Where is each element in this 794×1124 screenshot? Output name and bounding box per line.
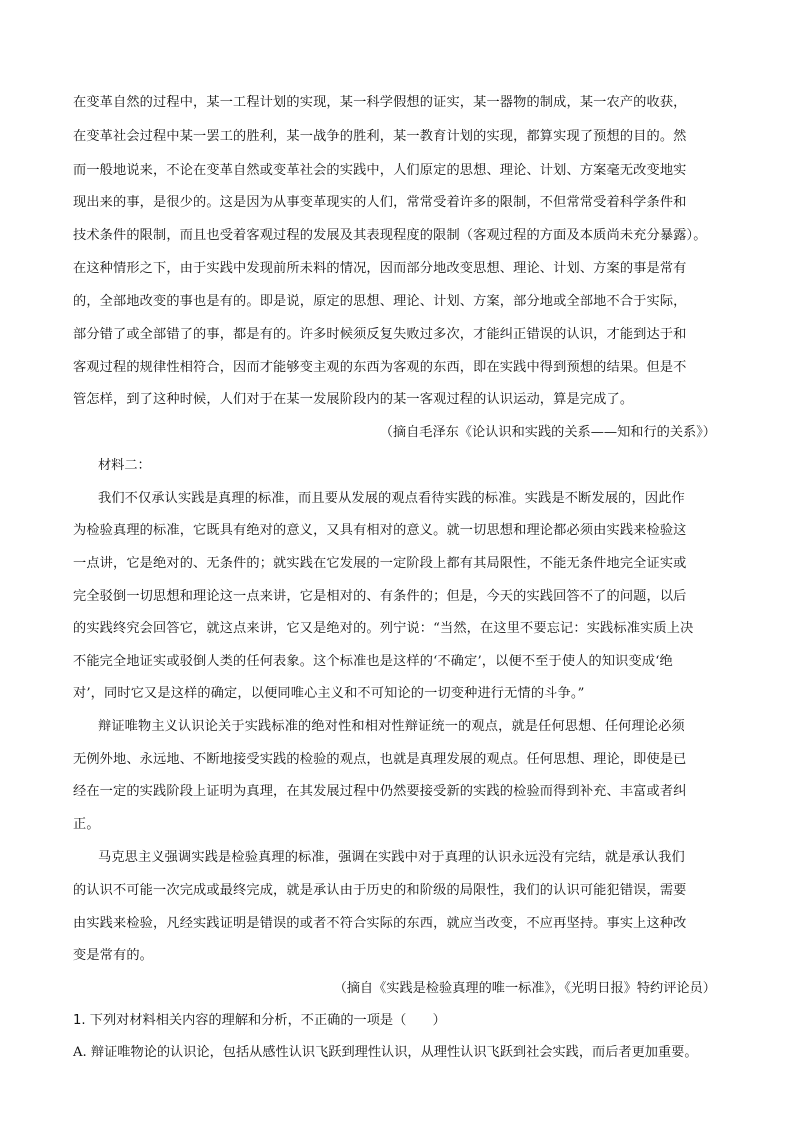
material2-heading: 材料二：: [98, 458, 151, 473]
material2-source: （摘自《实践是检验真理的唯一标准》，《光明日报》特约评论员）: [333, 981, 716, 996]
material2-p1-line-5: 的实践终究会回答它，就这点来讲，它又是绝对的。列宁说：“当然，在这里不要忘记：实践标准实质上决: [73, 621, 694, 636]
passage1-line-3: 而一般地说来，不论在变革自然或变革社会的实践中，人们原定的思想、理论、计划、方案毫无改变地实: [73, 163, 687, 178]
material2-p1-line-2: 为检验真理的标准，它既具有绝对的意义，又具有相对的意义。就一切思想和理论都必须由实践来检验这: [73, 523, 687, 538]
passage1-line-9: 客观过程的规律性相符合，因而才能够变主观的东西为客观的东西，即在实践中得到预想的结果。但是不: [73, 360, 687, 375]
material2-p1-line-1: 我们不仅承认实践是真理的标准，而且要从发展的观点看待实践的标准。实践是不断发展的，因此作: [98, 491, 685, 506]
material2-p1-line-6: 不能完全地证实或驳倒人类的任何表象。这个标准也是这样的‘不确定’，以便不至于使人的知识变成‘绝: [73, 654, 673, 669]
material2-p2-line-3: 经在一定的实践阶段上证明为真理，在其发展过程中仍然要接受新的实践的检验而得到补充、丰富或者纠: [73, 784, 687, 799]
material2-p3-line-3: 由实践来检验，凡经实践证明是错误的或者不符合实际的东西，就应当改变，不应再坚持。事实上这种改: [73, 916, 687, 931]
material2-p2-line-1: 辩证唯物主义认识论关于实践标准的绝对性和相对性辩证统一的观点，就是任何思想、任何理论必须: [98, 719, 685, 734]
passage1-line-1: 在变革自然的过程中，某一工程计划的实现，某一科学假想的证实，某一器物的制成，某一农产的收获，: [73, 95, 687, 110]
material2-p3-line-2: 的认识不可能一次完成或最终完成，就是承认由于历史的和阶级的局限性，我们的认识可能犯错误，需要: [73, 883, 687, 898]
material2-p3-line-4: 变是常有的。: [73, 948, 154, 963]
passage1-line-6: 在这种情形之下，由于实践中发现前所未料的情况，因而部分地改变思想、理论、计划、方案的事是常有: [73, 261, 687, 276]
passage1-line-8: 部分错了或全部错了的事，都是有的。许多时候须反复失败过多次，才能纠正错误的认识，才能到达于和: [73, 327, 687, 342]
passage1-line-4: 现出来的事，是很少的。这是因为从事变革现实的人们，常常受着许多的限制，不但常常受着科学条件和: [73, 195, 687, 210]
passage1-line-5: 技术条件的限制，而且也受着客观过程的发展及其表现程度的限制（客观过程的方面及本质尚未充分暴露）。: [73, 228, 707, 243]
passage1-source: （摘自毛泽东《论认识和实践的关系——知和行的关系》）: [379, 425, 716, 440]
passage1-line-7: 的，全部地改变的事也是有的。即是说，原定的思想、理论、计划、方案，部分地或全部地不合于实际，: [73, 294, 687, 309]
material2-p1-line-4: 完全驳倒一切思想和理论这一点来讲，它是相对的、有条件的；但是，今天的实践回答不了的问题，以后: [73, 589, 687, 604]
question-1-stem: 1. 下列对材料相关内容的理解和分析，不正确的一项是（ ）: [73, 1013, 446, 1028]
material2-p2-line-4: 正。: [73, 817, 100, 832]
material2-p2-line-2: 无例外地、永远地、不断地接受实践的检验的观点，也就是真理发展的观点。任何思想、理论，即使是已: [73, 752, 687, 767]
material2-p1-line-3: 一点讲，它是绝对的、无条件的；就实践在它发展的一定阶段上都有其局限性，不能无条件地完全证实或: [73, 556, 687, 571]
question-1-option-a[interactable]: A. 辩证唯物论的认识论，包括从感性认识飞跃到理性认识，从理性认识飞跃到社会实践，而后者更加重要。: [73, 1045, 698, 1060]
material2-p1-line-7: 对’，同时它又是这样的确定，以便同唯心主义和不可知论的一切变种进行无情的斗争。”: [73, 686, 585, 701]
passage1-line-2: 在变革社会过程中某一罢工的胜利，某一战争的胜利，某一教育计划的实现，都算实现了预想的目的。然: [73, 129, 687, 144]
material2-p3-line-1: 马克思主义强调实践是检验真理的标准，强调在实践中对于真理的认识永远没有完结，就是承认我们: [98, 850, 685, 865]
passage1-line-10: 管怎样，到了这种时候，人们对于在某一发展阶段内的某一客观过程的认识运动，算是完成了。: [73, 392, 634, 407]
